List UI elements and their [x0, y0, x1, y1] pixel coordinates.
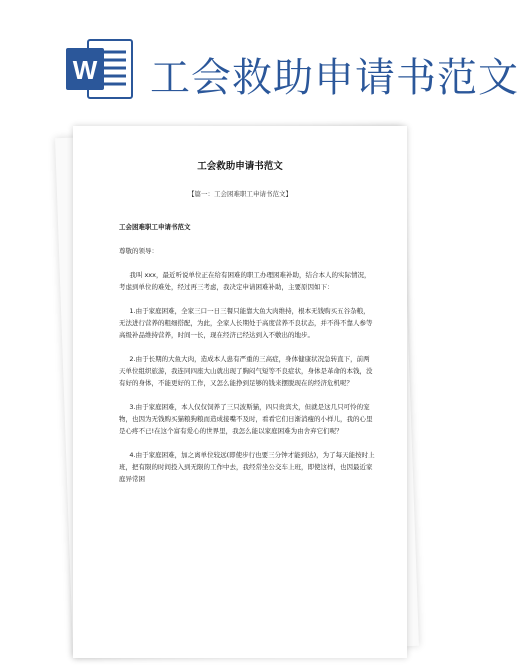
paragraph-2: 2.由于长期的大鱼大肉，造成本人患有严重的三高症，身体健康状况急转直下，前两天单位组织旅游，我连同四座大山就出现了胸闷气短等不良症状，身体是革命的本钱，没有好的身体，不能更好的工作，又怎么能挣到足够的钱来摆脱现在的经济危机呢？ [119, 355, 373, 387]
header-banner [0, 0, 519, 118]
document-body [119, 221, 375, 497]
document-subtitle: 工会困难职工申请书范文 [119, 223, 191, 231]
salutation: 尊敬的领导： [119, 247, 158, 255]
paragraph-4: 4.由于家庭困难，加之离单位较远(即使步行也要三分钟才能到达)，为了每天能按时上班，把有限的时间投入到无限的工作中去，我经常坐公交车上班，即使这样，也因最近家庭异常困 [119, 451, 375, 483]
document-page [73, 126, 407, 658]
document-title: 工会救助申请书范文 [197, 161, 283, 172]
paragraph-intro: 我叫 xxx，最近听说单位正在给有困难的职工办理困难补助，结合本人的实际情况，考虑到单位的难处，经过再三考虑，我决定申请困难补助，主要原因如下： [119, 271, 371, 291]
word-icon-letter: W [72, 55, 98, 85]
paragraph-1: 1.由于家庭困难，全家三口一日三餐只能靠大鱼大肉维持，根本无钱购买五谷杂粮，无法进行营养的粗细搭配，为此，全家人长期处于高度营养不良状态，并不得不靠人参等高级补品维持营养，时间一长，现在经济已经达到入不敷出的地步。 [119, 307, 373, 339]
chapter-heading: 【篇一：工会困难职工申请书范文】 [188, 190, 292, 198]
word-document-icon [66, 38, 134, 100]
paragraph-3: 3.由于家庭困难，本人仅仅饲养了三只波斯猫，四只贵宾犬，但就是这几只可怜的宠物，也因为无钱购买猫粮狗粮而造成接嘴不及时，看看它们日渐消瘦的小样儿，我的心里是心疼不已!在这个富有爱心的世界里，我怎么能以家庭困难为由舍弃它们呢？ [119, 403, 373, 435]
page-title: 工会救助申请书范文 [150, 55, 519, 101]
